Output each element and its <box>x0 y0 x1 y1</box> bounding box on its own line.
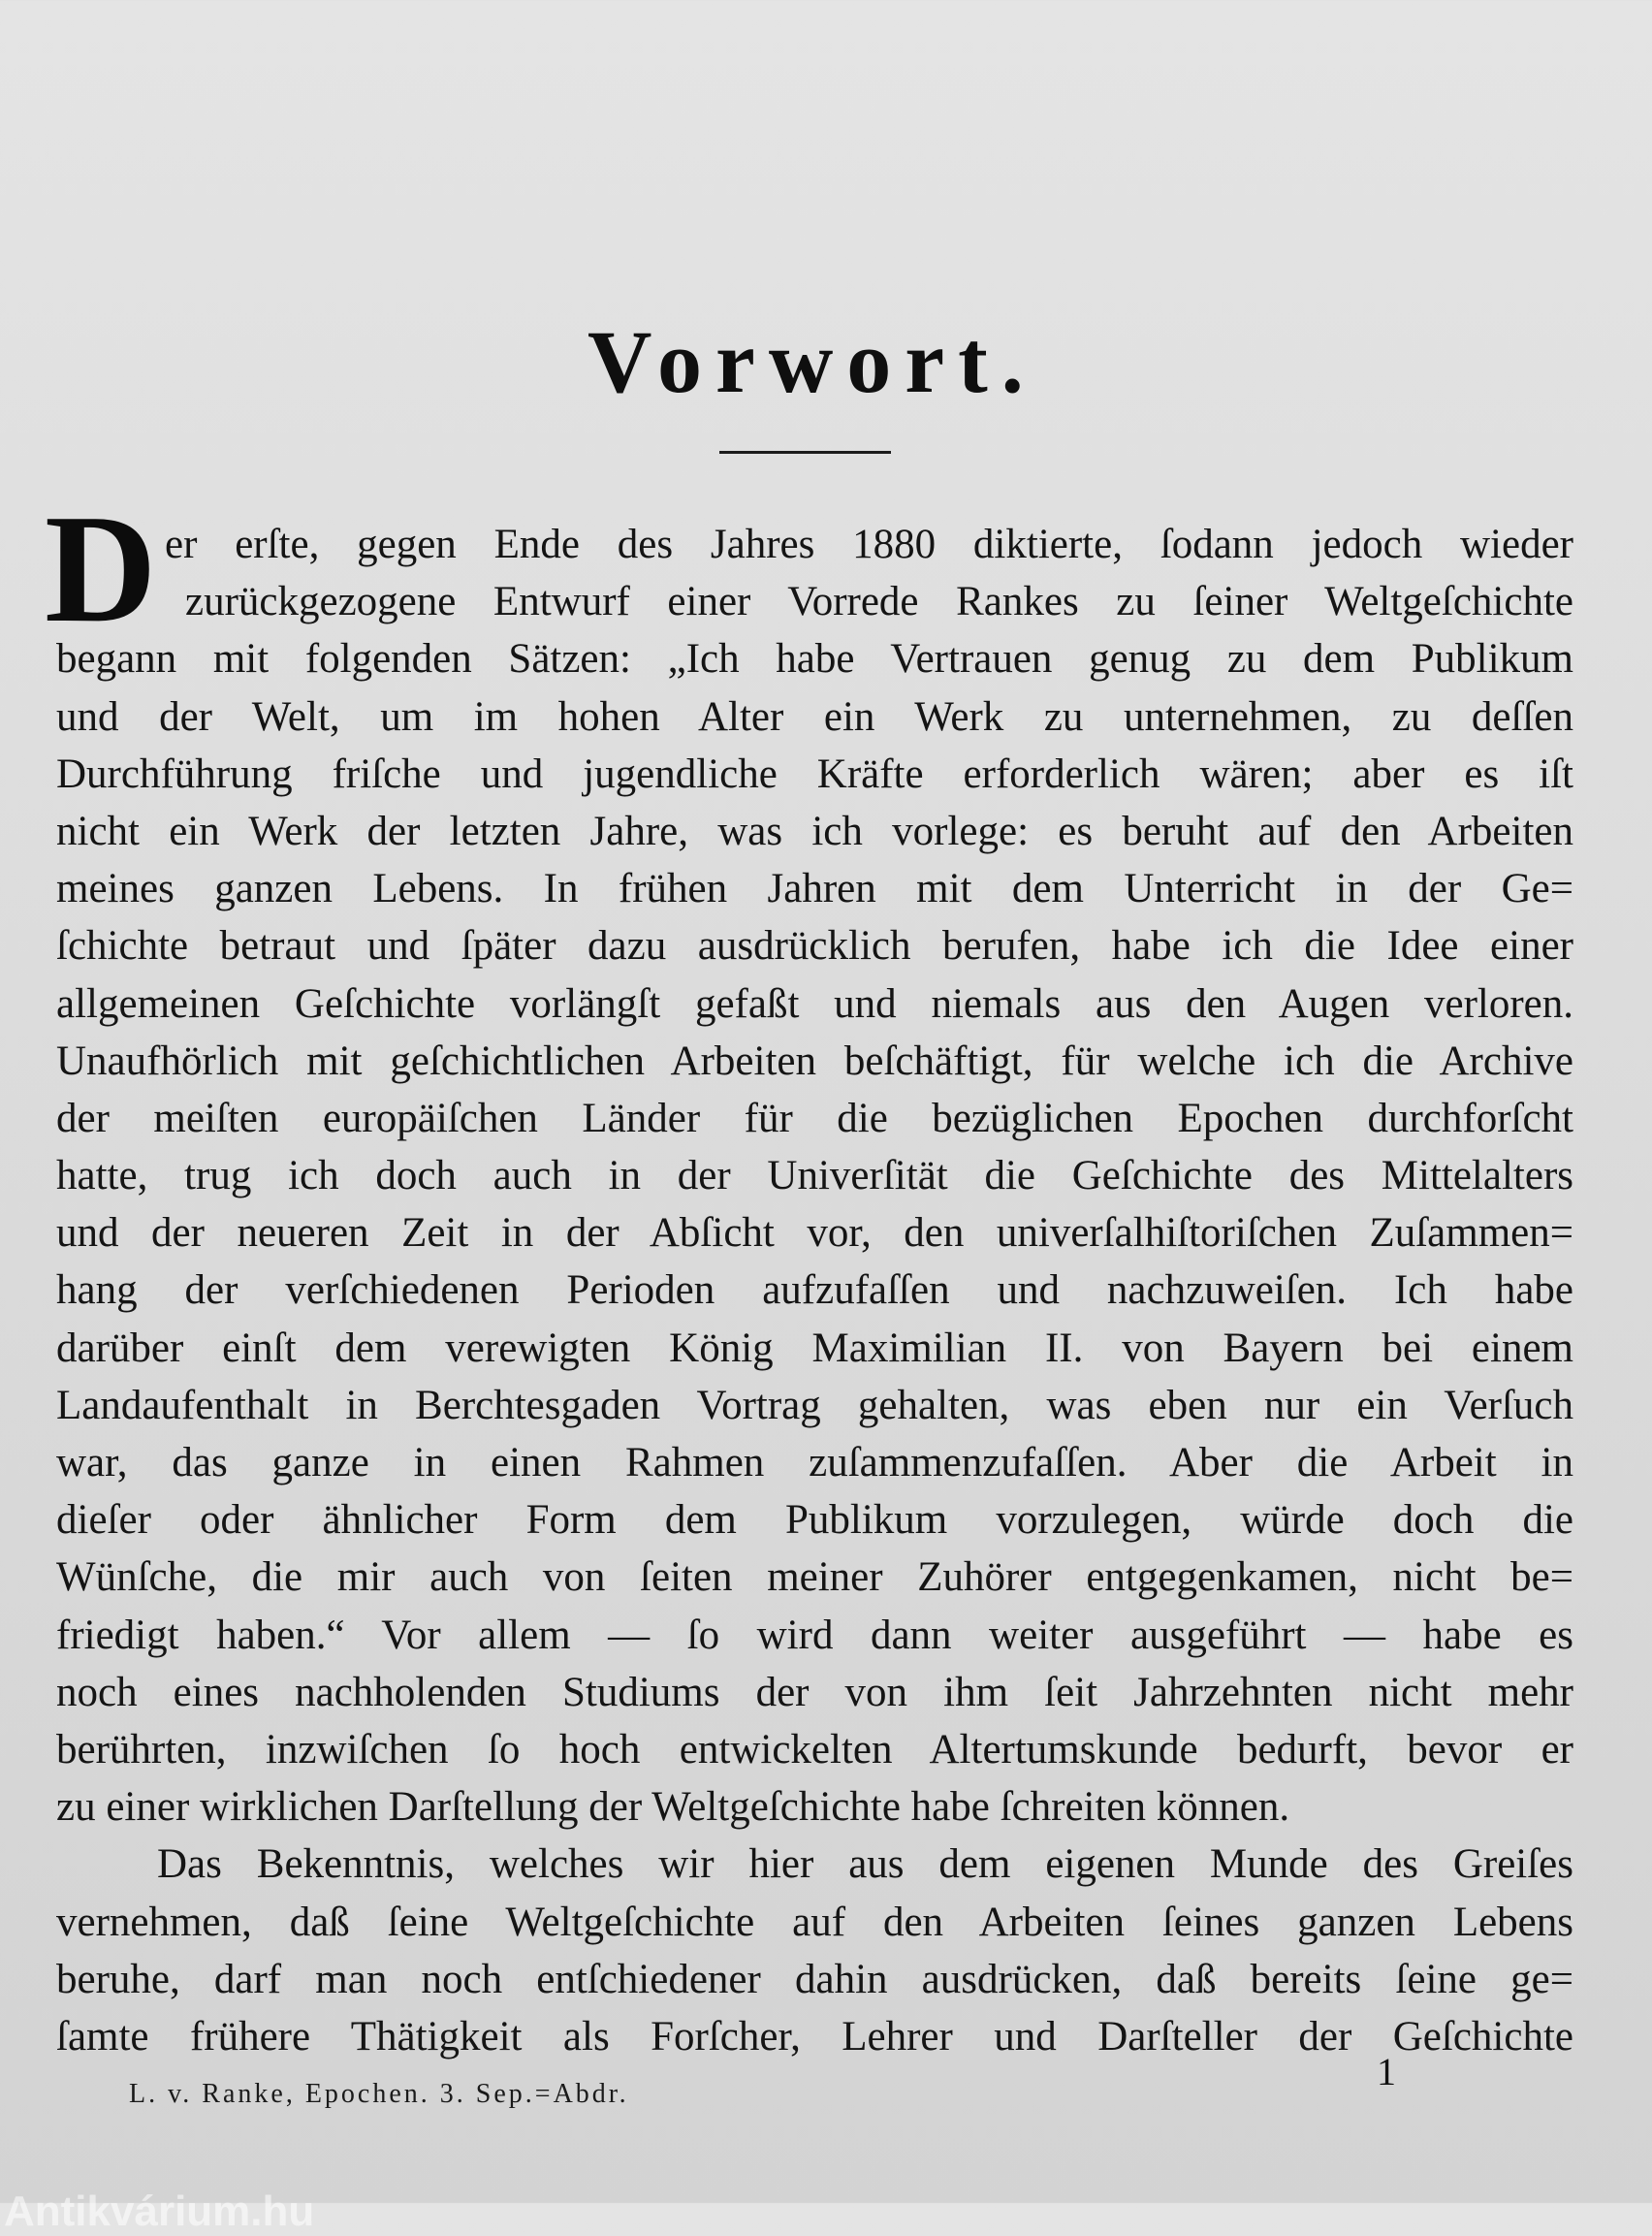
text-line: vernehmen, daß ſeine Weltgeſchichte auf den Arbeiten ſeines ganzen Lebens <box>56 1899 1573 1945</box>
page-title: Vorwort. <box>588 312 1037 411</box>
body-text <box>56 516 1573 2065</box>
page-number: 1 <box>1377 2050 1396 2093</box>
text-line: war, das ganze in einen Rahmen zuſammenzufaſſen. Aber die Arbeit in <box>56 1440 1573 1485</box>
text-line: Landaufenthalt in Berchtesgaden Vortrag gehalten, was eben nur ein Verſuch <box>56 1382 1573 1428</box>
text-line: Wünſche, die mir auch von ſeiten meiner Zuhörer entgegenkamen, nicht be= <box>56 1554 1573 1601</box>
watermark-region <box>0 2186 407 2235</box>
text-line: darüber einſt dem verewigten König Maximilian II. von Bayern bei einem <box>56 1325 1573 1371</box>
text-line: dieſer oder ähnlicher Form dem Publikum vorzulegen, würde doch die <box>56 1497 1573 1544</box>
text-line: Durchführung friſche und jugendliche Kräfte erforderlich wären; aber es iſt <box>56 751 1573 797</box>
text-line: Das Bekenntnis, welches wir hier aus dem eigenen Munde des Greiſes <box>157 1841 1573 1888</box>
paragraph-2 <box>56 1836 1573 2065</box>
text-line: zurückgezogene Entwurf einer Vorrede Rankes zu ſeiner Weltgeſchichte <box>185 579 1573 625</box>
text-line: ſchichte betraut und ſpäter dazu ausdrücklich berufen, habe ich die Idee einer <box>56 923 1573 970</box>
text-line: nicht ein Werk der letzten Jahre, was ich vorlege: es beruht auf den Arbeiten <box>56 808 1573 854</box>
watermark: Antikvárium.hu <box>4 2188 315 2235</box>
text-line: beruhe, darf man noch entſchiedener dahin ausdrücken, daß bereits ſeine ge= <box>56 1956 1573 2002</box>
text-line: und der neueren Zeit in der Abſicht vor, den univerſalhiſtoriſchen Zuſammen= <box>56 1210 1573 1257</box>
text-line: zu einer wirklichen Darſtellung der Weltgeſchichte habe ſchreiten können. <box>56 1784 1290 1831</box>
text-line: der meiſten europäiſchen Länder für die bezüglichen Epochen durchforſcht <box>56 1095 1573 1141</box>
text-line: friedigt haben.“ Vor allem — ſo wird dann weiter ausgeführt — habe es <box>56 1612 1573 1658</box>
text-line: und der Welt, um im hohen Alter ein Werk zu unternehmen, zu deſſen <box>56 693 1573 740</box>
footer-signature: L. v. Ranke, Epochen. 3. Sep.=Abdr. <box>129 2079 629 2109</box>
text-line: hatte, trug ich doch auch in der Univerſität die Geſchichte des Mittelalters <box>56 1153 1573 1199</box>
text-line: hang der verſchiedenen Perioden aufzufaſſen und nachzuweiſen. Ich habe <box>56 1267 1573 1314</box>
drop-cap-initial: D <box>45 482 157 655</box>
text-line: meines ganzen Lebens. In frühen Jahren mit dem Unterricht in der Ge= <box>56 866 1573 912</box>
text-line: berührten, inzwiſchen ſo hoch entwickelten Altertumskunde bedurft, bevor er <box>56 1726 1573 1773</box>
text-line: allgemeinen Geſchichte vorlängſt gefaßt und niemals aus den Augen verloren. <box>56 980 1573 1027</box>
text-line: ſamte frühere Thätigkeit als Forſcher, Lehrer und Darſteller der Geſchichte <box>56 2013 1573 2060</box>
text-line: begann mit folgenden Sätzen: „Ich habe Vertrauen genug zu dem Publikum <box>56 636 1573 683</box>
text-line: noch eines nachholenden Studiums der von ihm ſeit Jahrzehnten nicht mehr <box>56 1669 1573 1715</box>
title-divider <box>719 451 891 454</box>
paragraph-1 <box>56 516 1573 1836</box>
text-line: er erſte, gegen Ende des Jahres 1880 diktierte, ſodann jedoch wieder <box>165 522 1573 567</box>
text-line: Unaufhörlich mit geſchichtlichen Arbeiten beſchäftigt, für welche ich die Archive <box>56 1038 1573 1084</box>
